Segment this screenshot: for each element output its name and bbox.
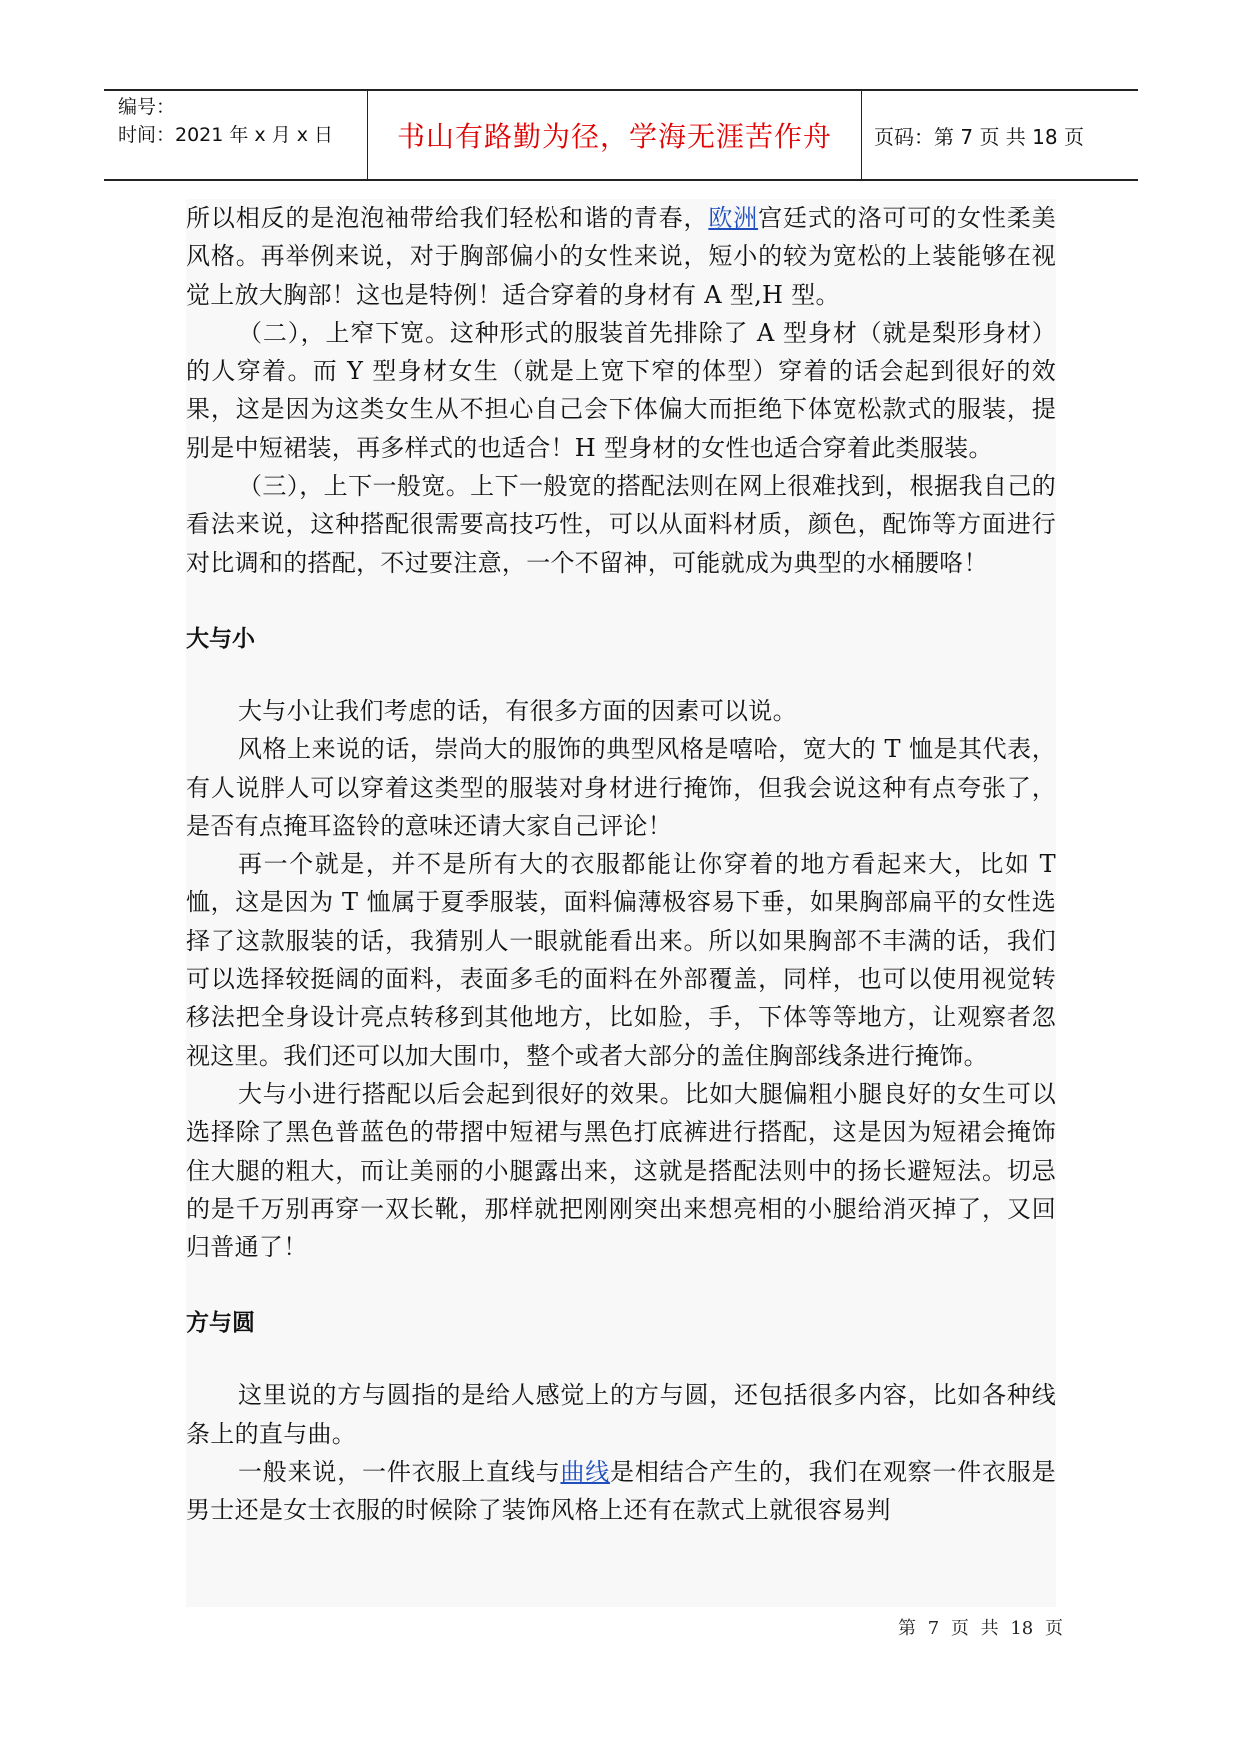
- paragraph: 再一个就是，并不是所有大的衣服都能让你穿着的地方看起来大，比如 T 恤，这是因为 T 恤属于夏季服装，面料偏薄极容易下垂，如果胸部扁平的女性选择了这款服装的话，我猜别人一眼就能看出来。所以如果胸部不丰满的话，我们可以选择较挺阔的面料，表面多毛的面料在外部覆盖，同样，也可以使用视觉转移法把全身设计亮点转移到其他地方，比如脸，手，下体等等地方，让观察者忽视这里。我们还可以加大围巾，整个或者大部分的盖住胸部线条进行掩饰。: [186, 850, 1056, 1070]
- text-span: 所以相反的是泡泡袖带给我们轻松和谐的青春，: [186, 204, 709, 232]
- section-heading: 大与小: [186, 625, 255, 652]
- paragraph: [186, 1453, 1056, 1530]
- spacer: [186, 582, 1056, 620]
- link-europe[interactable]: 欧洲: [708, 204, 759, 232]
- paragraph: （三），上下一般宽。上下一般宽的搭配法则在网上很难找到，根据我自己的看法来说，这种搭配很需要高技巧性，可以从面料材质，颜色，配饰等方面进行对比调和的搭配，不过要注意，一个不留神，可能就成为典型的水桶腰咯！: [186, 472, 1056, 577]
- paragraph: 风格上来说的话，崇尚大的服饰的典型风格是嘻哈，宽大的 T 恤是其代表，有人说胖人可以穿着这类型的服装对身材进行掩饰，但我会说这种有点夸张了，是否有点掩耳盗铃的意味还请大家自己评论！: [186, 735, 1056, 840]
- link-curve[interactable]: 曲线: [560, 1458, 611, 1487]
- spacer: [186, 1342, 1056, 1376]
- page-footer: 第 7 页 共 18 页: [898, 1618, 1063, 1639]
- section-heading: 方与圆: [186, 1310, 255, 1337]
- number-label: 编号：: [118, 96, 176, 118]
- document-body: [186, 199, 1056, 1607]
- text-span: 宫廷式的洛可可的女性柔美风格。再举例来说，对于胸部偏小的女性来说，短小的较为宽松的上装能够在视觉上放大胸部！这也是特例！适合穿着的身材有 A 型,H 型。: [186, 204, 1056, 309]
- header-meta: [104, 91, 368, 179]
- spacer: [186, 1266, 1056, 1304]
- paragraph: 这里说的方与圆指的是给人感觉上的方与圆，还包括很多内容，比如各种线条上的直与曲。: [186, 1381, 1056, 1448]
- text-span: 一般来说，一件衣服上直线与: [238, 1458, 561, 1487]
- paragraph: [186, 199, 1056, 314]
- paragraph: 大与小让我们考虑的话，有很多方面的因素可以说。: [238, 696, 797, 725]
- time-label: 时间：2021 年 x 月 x 日: [118, 124, 334, 146]
- header-motto: 书山有路勤为径，学海无涯苦作舟: [368, 91, 862, 179]
- header-page-info: 页码：第 7 页 共 18 页: [874, 124, 1084, 149]
- spacer: [186, 658, 1056, 692]
- paragraph: （二），上窄下宽。这种形式的服装首先排除了 A 型身材（就是梨形身材）的人穿着。而 Y 型身材女生（就是上宽下窄的体型）穿着的话会起到很好的效果，这是因为这类女生从不担心自己会下体偏大而拒绝下体宽松款式的服装，提别是中短裙装，再多样式的也适合！H 型身材的女性也适合穿着此类服装。: [186, 318, 1056, 462]
- text-span: 是相结合产生的，我们在观察一件衣服是男士还是女士衣服的时候除了装饰风格上还有在款式上就很容易判: [186, 1458, 1056, 1525]
- page-header: [104, 89, 1138, 181]
- paragraph: 大与小进行搭配以后会起到很好的效果。比如大腿偏粗小腿良好的女生可以选择除了黑色普蓝色的带摺中短裙与黑色打底裤进行搭配，这是因为短裙会掩饰住大腿的粗大，而让美丽的小腿露出来，这就是搭配法则中的扬长避短法。切忌的是千万别再穿一双长靴，那样就把刚刚突出来想亮相的小腿给消灭掉了，又回归普通了！: [186, 1079, 1056, 1262]
